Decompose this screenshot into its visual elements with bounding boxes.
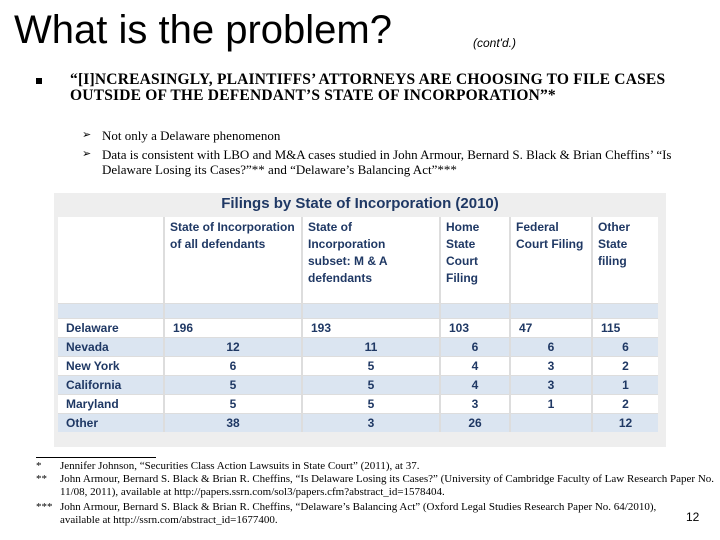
- column-header: Home State Court Filing: [440, 217, 510, 304]
- state-cell: Nevada: [58, 338, 164, 357]
- state-cell: Delaware: [58, 319, 164, 338]
- table-row: [58, 338, 658, 357]
- footnote-marker: ***: [36, 501, 53, 513]
- all-defendants-cell: 5: [164, 376, 302, 395]
- sub-bullet-text: Not only a Delaware phenomenon: [102, 128, 281, 143]
- arrow-bullet-icon: ➢: [82, 129, 92, 141]
- all-defendants-cell: 5: [164, 395, 302, 414]
- state-cell: California: [58, 376, 164, 395]
- federal-cell: [510, 414, 592, 433]
- footnote: [36, 473, 716, 499]
- arrow-bullet-icon: ➢: [82, 148, 92, 160]
- title-suffix: (cont'd.): [473, 36, 516, 50]
- footnote-text: John Armour, Bernard S. Black & Brian R. Cheffins, “Is Delaware Losing its Cases?” (University of Cambridge Faculty of Law Research Paper No. 11/08, 2011), available at http://papers.ssrn.com/sol3/papers.cfm?abstract_id=1578404.: [60, 473, 715, 498]
- sub-bullet-text: Data is consistent with LBO and M&A cases studied in John Armour, Bernard S. Black & Brian Cheffins’ “Is Delaware Losing its Cases?”** and “Delaware’s Balancing Act”***: [102, 147, 672, 177]
- table-row: [58, 395, 658, 414]
- federal-cell: 3: [510, 357, 592, 376]
- other-state-cell: 2: [592, 395, 658, 414]
- state-cell: New York: [58, 357, 164, 376]
- column-header: State of Incorporation of all defendants: [164, 217, 302, 304]
- main-bullet-text: “[I]NCREASINGLY, PLAINTIFFS’ ATTORNEYS ARE CHOOSING TO FILE CASES OUTSIDE OF THE DEFENDANT’S STATE OF INCORPORATION”*: [70, 71, 666, 104]
- table-header-row: [58, 217, 658, 304]
- table-row: [58, 319, 658, 338]
- table-spacer-row: [58, 304, 658, 319]
- ma-defendants-cell: 193: [302, 319, 440, 338]
- all-defendants-cell: 6: [164, 357, 302, 376]
- all-defendants-cell: 196: [164, 319, 302, 338]
- footnote: [36, 460, 716, 473]
- table-row: [58, 414, 658, 433]
- footnote-text: Jennifer Johnson, “Securities Class Action Lawsuits in State Court” (2011), at 37.: [60, 460, 420, 472]
- filings-table: [58, 217, 658, 432]
- other-state-cell: 6: [592, 338, 658, 357]
- footnote: [36, 501, 686, 527]
- sub-bullet: [82, 147, 702, 195]
- home-state-cell: 4: [440, 357, 510, 376]
- home-state-cell: 6: [440, 338, 510, 357]
- all-defendants-cell: 12: [164, 338, 302, 357]
- other-state-cell: 1: [592, 376, 658, 395]
- slide-title: What is the problem?: [14, 8, 392, 52]
- ma-defendants-cell: 11: [302, 338, 440, 357]
- federal-cell: 6: [510, 338, 592, 357]
- sub-bullet: [82, 128, 702, 144]
- square-bullet-icon: [36, 78, 42, 84]
- home-state-cell: 103: [440, 319, 510, 338]
- column-header: Federal Court Filing: [510, 217, 592, 304]
- home-state-cell: 4: [440, 376, 510, 395]
- other-state-cell: 2: [592, 357, 658, 376]
- footnote-marker: **: [36, 473, 47, 485]
- home-state-cell: 26: [440, 414, 510, 433]
- filings-table-image: [54, 193, 666, 447]
- other-state-cell: 115: [592, 319, 658, 338]
- federal-cell: 3: [510, 376, 592, 395]
- footnote-marker: *: [36, 460, 42, 472]
- page-number: 12: [686, 510, 700, 524]
- column-header: [58, 217, 164, 304]
- state-cell: Other: [58, 414, 164, 433]
- other-state-cell: 12: [592, 414, 658, 433]
- footnote-divider: [36, 457, 156, 458]
- state-cell: Maryland: [58, 395, 164, 414]
- footnote-text: John Armour, Bernard S. Black & Brian R. Cheffins, “Delaware’s Balancing Act” (Oxford Legal Studies Research Paper No. 64/2010), available at http://ssrn.com/abstract_id=1677400.: [60, 501, 657, 526]
- table-row: [58, 376, 658, 395]
- ma-defendants-cell: 5: [302, 395, 440, 414]
- ma-defendants-cell: 5: [302, 357, 440, 376]
- ma-defendants-cell: 5: [302, 376, 440, 395]
- table-row: [58, 357, 658, 376]
- column-header: State of Incorporation subset: M & A defendants: [302, 217, 440, 304]
- home-state-cell: 3: [440, 395, 510, 414]
- federal-cell: 47: [510, 319, 592, 338]
- all-defendants-cell: 38: [164, 414, 302, 433]
- table-title: Filings by State of Incorporation (2010): [221, 195, 499, 212]
- ma-defendants-cell: 3: [302, 414, 440, 433]
- federal-cell: 1: [510, 395, 592, 414]
- column-header: Other State filing: [592, 217, 658, 304]
